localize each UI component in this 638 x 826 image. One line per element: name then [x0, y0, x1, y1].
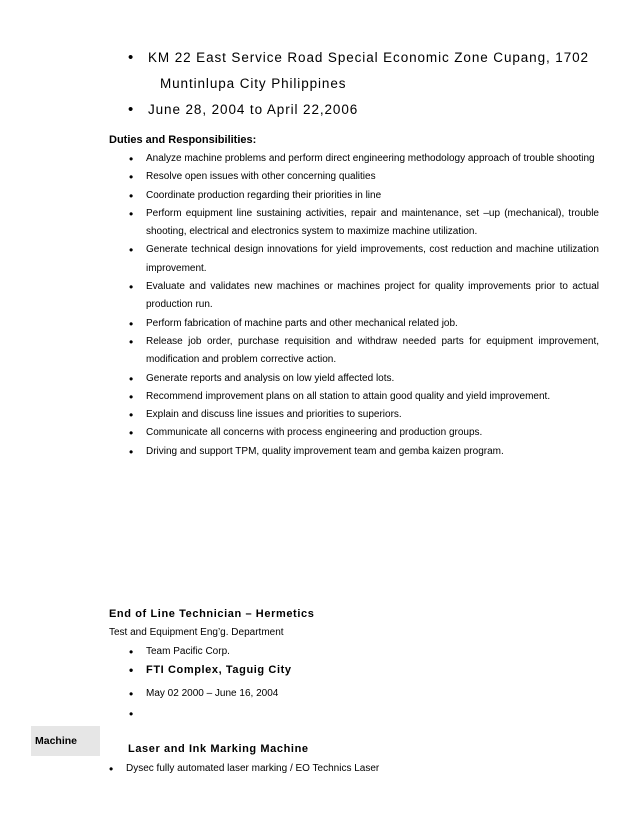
address-line-2: Muntinlupa City Philippines: [160, 76, 347, 91]
machine-item: • Dysec fully automated laser marking / EO Technics Laser: [109, 760, 379, 778]
duty-item: • Perform fabrication of machine parts and other mechanical related job.: [129, 315, 599, 333]
job-title: End of Line Technician – Hermetics: [109, 608, 315, 620]
sidebar-label: Machine: [35, 735, 78, 747]
duty-item: • Generate technical design innovations for yield improvements, cost reduction and machine utilization improvement.: [129, 241, 599, 278]
job-details-list: [129, 643, 529, 723]
duties-list: [129, 150, 599, 461]
duty-item: • Driving and support TPM, quality improvement team and gemba kaizen program.: [129, 443, 599, 461]
job-dates: • May 02 2000 – June 16, 2004: [129, 685, 529, 705]
duty-item: • Communicate all concerns with process engineering and production groups.: [129, 424, 599, 442]
duty-item: • Coordinate production regarding their priorities in line: [129, 187, 599, 205]
duty-item: • Resolve open issues with other concerning qualities: [129, 168, 599, 186]
job-company: • Team Pacific Corp.: [129, 643, 529, 661]
empty-bullet: [129, 705, 529, 723]
address-item: [128, 45, 598, 97]
duty-item: • Analyze machine problems and perform direct engineering methodology approach of trouble shooting: [129, 150, 599, 168]
duties-heading: Duties and Responsibilities:: [109, 134, 257, 146]
duty-item: • Release job order, purchase requisition and withdraw needed parts for equipment improvement, modification and problem corrective action.: [129, 333, 599, 370]
address-line-1: KM 22 East Service Road Special Economic Zone Cupang, 1702: [148, 50, 589, 65]
address-list: [128, 45, 598, 123]
duty-item: • Generate reports and analysis on low yield affected lots.: [129, 370, 599, 388]
duty-item: • Recommend improvement plans on all station to attain good quality and yield improvement.: [129, 388, 599, 406]
employment-dates-item: [128, 97, 598, 123]
machine-heading: Laser and Ink Marking Machine: [128, 743, 309, 755]
duty-item: • Explain and discuss line issues and priorities to superiors.: [129, 406, 599, 424]
duty-item: • Evaluate and validates new machines or machines project for quality improvements prior to actual production run.: [129, 278, 599, 315]
duty-item: • Perform equipment line sustaining activities, repair and maintenance, set –up (mechanical), trouble shooting, electrical and electronics system to maximize machine utilization.: [129, 205, 599, 242]
sidebar-label-box: [31, 726, 100, 756]
job-location: • FTI Complex, Taguig City: [129, 661, 529, 685]
job-department: Test and Equipment Eng’g. Department: [109, 627, 284, 638]
employment-dates: June 28, 2004 to April 22,2006: [148, 102, 359, 117]
